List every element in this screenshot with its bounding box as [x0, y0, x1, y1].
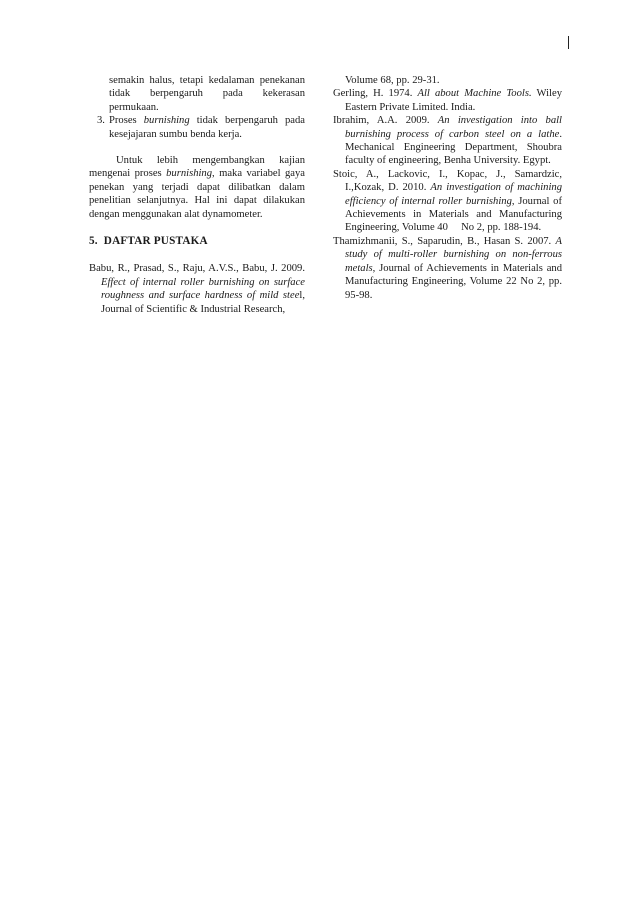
reference-babu-source: l, Journal of Scientific & Industrial Research,: [101, 290, 305, 315]
conclusion-item-3-term: burnishing: [143, 115, 190, 127]
reference-thamizhmanii-title: A study of multi-roller burnishing on non-ferrous metals,: [345, 235, 562, 274]
reference-babu: [89, 262, 305, 316]
reference-ibrahim: [333, 114, 562, 168]
right-column: [333, 74, 562, 302]
reference-ibrahim-title: An investigation into ball burnishing process of carbon steel on a lathe: [345, 115, 563, 140]
reference-gerling: [333, 87, 562, 114]
reference-ibrahim-authors: Ibrahim, A.A. 2009.: [333, 115, 438, 127]
reference-babu-continuation: Volume 68, pp. 29-31.: [345, 75, 440, 86]
reference-babu-authors: Babu, R., Prasad, S., Raju, A.V.S., Babu, J. 2009.: [89, 263, 305, 275]
reference-gerling-source: Wiley Eastern Private Limited. India.: [345, 88, 562, 113]
recommendation-paragraph: [89, 154, 305, 221]
conclusion-item-3-number: 3.: [97, 115, 105, 127]
reference-thamizhmanii: [333, 235, 562, 302]
reference-babu-title: Effect of internal roller burnishing on surface roughness and surface hardness of mild stee: [101, 276, 305, 302]
reference-stoic-source: , Journal of Achievements in Materials and Manufacturing Engineering, Volume 40 No 2, pp. 188-194.: [345, 195, 562, 234]
reference-stoic-title: An investigation of machining efficiency of internal roller burnishing: [345, 182, 563, 207]
section-heading-references: 5. DAFTAR PUSTAKA: [89, 235, 208, 248]
reference-thamizhmanii-source: Journal of Achievements in Materials and Manufacturing Engineering, Volume 22 No 2, pp. 95-98.: [345, 262, 562, 301]
conclusion-item-3-text-post: tidak berpengaruh pada kesejajaran sumbu benda kerja.: [109, 115, 305, 140]
page-edge-mark: [568, 36, 569, 49]
recommendation-text-pre: Untuk lebih mengembangkan kajian mengenai proses: [89, 155, 305, 180]
reference-stoic-authors: Stoic, A., Lackovic, I., Kopac, J., Samardzic, I.,Kozak, D. 2010.: [333, 168, 562, 194]
recommendation-text-post: , maka variabel gaya penekan yang terjadi dapat dilibatkan dalam penelitian selanjutnya. Hal ini dapat dilakukan dengan menggunakan alat dynamometer.: [89, 168, 306, 220]
conclusion-item-2-continuation: semakin halus, tetapi kedalaman penekanan tidak berpengaruh pada kekerasan permukaan.: [109, 75, 305, 113]
recommendation-term: burnishing: [166, 168, 213, 180]
conclusion-item-3: [89, 114, 305, 141]
conclusion-item-3-text-pre: Proses: [109, 115, 144, 127]
reference-gerling-title: All about Machine Tools.: [417, 88, 532, 100]
reference-thamizhmanii-authors: Thamizhmanii, S., Saparudin, B., Hasan S. 2007.: [333, 235, 556, 247]
reference-gerling-authors: Gerling, H. 1974.: [333, 88, 418, 100]
reference-ibrahim-source: . Mechanical Engineering Department, Shoubra faculty of engineering, Benha University. Egypt.: [345, 128, 562, 167]
reference-stoic: [333, 168, 562, 235]
conclusion-list-continuation: [109, 74, 305, 114]
left-column: [89, 74, 305, 316]
